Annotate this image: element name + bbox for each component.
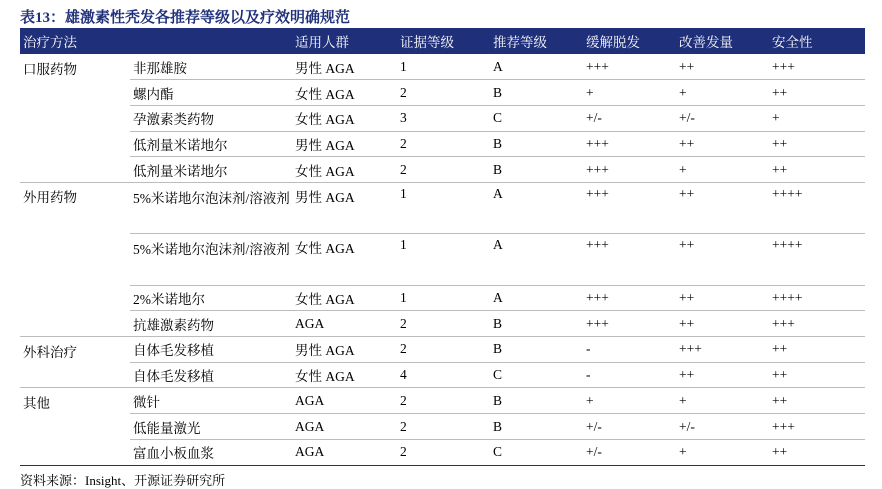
cell-evidence: 2	[397, 131, 490, 157]
table-row	[20, 157, 865, 183]
cell-drug: 低剂量米诺地尔	[130, 131, 292, 157]
cell-drug: 抗雄激素药物	[130, 311, 292, 337]
cell-safety: ++++	[769, 182, 865, 233]
cell-relief: +++	[583, 131, 676, 157]
cell-category: 外科治疗	[23, 345, 77, 361]
cell-drug: 自体毛发移植	[130, 337, 292, 363]
cell-improve: ++	[676, 131, 769, 157]
header-grade: 推荐等级	[493, 35, 547, 50]
cell-improve: ++	[676, 285, 769, 311]
cell-relief: +++	[583, 311, 676, 337]
cell-grade: B	[490, 80, 583, 106]
table-row	[20, 439, 865, 465]
cell-category	[20, 439, 130, 465]
cell-relief: -	[583, 337, 676, 363]
table-row	[20, 131, 865, 157]
cell-population: 女性 AGA	[292, 157, 397, 183]
header-row	[20, 28, 865, 54]
cell-relief: +/-	[583, 414, 676, 440]
cell-category	[20, 362, 130, 388]
cell-category: 其他	[23, 396, 50, 412]
cell-drug: 5%米诺地尔泡沫剂/溶液剂	[130, 234, 292, 285]
table-row	[20, 182, 865, 233]
cell-grade: B	[490, 388, 583, 414]
table-title: 表13：雄激素性秃发各推荐等级以及疗效明确规范	[20, 10, 351, 26]
cell-relief: +	[583, 388, 676, 414]
cell-grade: B	[490, 337, 583, 363]
cell-drug: 螺内酯	[130, 80, 292, 106]
cell-population: AGA	[292, 439, 397, 465]
cell-category	[20, 234, 130, 285]
cell-grade: B	[490, 414, 583, 440]
cell-drug: 微针	[130, 388, 292, 414]
cell-evidence: 4	[397, 362, 490, 388]
cell-evidence: 2	[397, 439, 490, 465]
cell-population: 女性 AGA	[292, 80, 397, 106]
cell-relief: -	[583, 362, 676, 388]
cell-grade: C	[490, 362, 583, 388]
cell-evidence: 2	[397, 337, 490, 363]
cell-grade: C	[490, 439, 583, 465]
header-relief: 缓解脱发	[586, 35, 640, 50]
cell-population: 男性 AGA	[292, 54, 397, 80]
cell-category	[20, 157, 130, 183]
cell-drug: 低能量激光	[130, 414, 292, 440]
cell-improve: +	[676, 80, 769, 106]
header-evidence: 证据等级	[400, 35, 454, 50]
cell-safety: +++	[769, 311, 865, 337]
cell-safety: ++++	[769, 285, 865, 311]
cell-improve: +/-	[676, 414, 769, 440]
cell-relief: +++	[583, 54, 676, 80]
cell-evidence: 2	[397, 414, 490, 440]
cell-safety: ++	[769, 439, 865, 465]
cell-category: 外用药物	[23, 189, 77, 205]
cell-grade: A	[490, 54, 583, 80]
cell-safety: +	[769, 105, 865, 131]
cell-relief: +++	[583, 182, 676, 233]
table-row	[20, 337, 865, 363]
cell-drug: 2%米诺地尔	[130, 285, 292, 311]
cell-improve: ++	[676, 182, 769, 233]
cell-drug: 低剂量米诺地尔	[130, 157, 292, 183]
cell-improve: ++	[676, 362, 769, 388]
cell-drug: 孕激素类药物	[130, 105, 292, 131]
cell-category	[20, 105, 130, 131]
cell-population: 女性 AGA	[292, 234, 397, 285]
cell-drug: 非那雄胺	[130, 54, 292, 80]
cell-safety: ++	[769, 157, 865, 183]
table-row	[20, 311, 865, 337]
cell-improve: ++	[676, 234, 769, 285]
cell-relief: +/-	[583, 439, 676, 465]
cell-population: AGA	[292, 311, 397, 337]
cell-drug: 自体毛发移植	[130, 362, 292, 388]
cell-grade: B	[490, 311, 583, 337]
cell-safety: +++	[769, 414, 865, 440]
cell-population: AGA	[292, 414, 397, 440]
cell-relief: +++	[583, 285, 676, 311]
cell-improve: +/-	[676, 105, 769, 131]
cell-grade: A	[490, 234, 583, 285]
cell-population: 女性 AGA	[292, 362, 397, 388]
table-body	[20, 54, 865, 465]
header-improve: 改善发量	[679, 35, 733, 50]
cell-grade: A	[490, 182, 583, 233]
cell-safety: ++	[769, 337, 865, 363]
cell-category	[20, 285, 130, 311]
header-population: 适用人群	[295, 35, 349, 50]
cell-category: 口服药物	[23, 62, 77, 77]
cell-population: 女性 AGA	[292, 285, 397, 311]
cell-grade: B	[490, 157, 583, 183]
cell-evidence: 1	[397, 54, 490, 80]
cell-category	[20, 414, 130, 440]
cell-evidence: 3	[397, 105, 490, 131]
header-drug	[130, 28, 292, 54]
cell-improve: ++	[676, 311, 769, 337]
cell-grade: A	[490, 285, 583, 311]
cell-category	[20, 311, 130, 337]
table-row	[20, 285, 865, 311]
cell-grade: B	[490, 131, 583, 157]
cell-category	[20, 80, 130, 106]
cell-drug: 5%米诺地尔泡沫剂/溶液剂	[130, 182, 292, 233]
cell-safety: ++	[769, 362, 865, 388]
cell-evidence: 2	[397, 157, 490, 183]
cell-evidence: 2	[397, 311, 490, 337]
cell-evidence: 2	[397, 388, 490, 414]
table-row	[20, 105, 865, 131]
cell-relief: +++	[583, 157, 676, 183]
cell-safety: ++++	[769, 234, 865, 285]
cell-safety: ++	[769, 388, 865, 414]
cell-drug: 富血小板血浆	[130, 439, 292, 465]
cell-relief: +	[583, 80, 676, 106]
source-note: 资料来源：Insight、开源证券研究所	[20, 473, 226, 488]
table-row	[20, 362, 865, 388]
cell-evidence: 2	[397, 80, 490, 106]
header-method: 治疗方法	[23, 35, 77, 50]
cell-improve: +++	[676, 337, 769, 363]
cell-relief: +++	[583, 234, 676, 285]
cell-evidence: 1	[397, 234, 490, 285]
header-safety: 安全性	[772, 35, 813, 50]
recommendation-table	[20, 28, 865, 466]
cell-evidence: 1	[397, 182, 490, 233]
cell-population: AGA	[292, 388, 397, 414]
cell-relief: +/-	[583, 105, 676, 131]
cell-population: 男性 AGA	[292, 131, 397, 157]
cell-improve: +	[676, 388, 769, 414]
cell-improve: +	[676, 157, 769, 183]
cell-category	[20, 131, 130, 157]
table-row	[20, 234, 865, 285]
cell-evidence: 1	[397, 285, 490, 311]
cell-safety: ++	[769, 80, 865, 106]
cell-safety: ++	[769, 131, 865, 157]
cell-population: 男性 AGA	[292, 182, 397, 233]
cell-safety: +++	[769, 54, 865, 80]
table-row	[20, 388, 865, 414]
cell-improve: ++	[676, 54, 769, 80]
cell-population: 男性 AGA	[292, 337, 397, 363]
table-row	[20, 54, 865, 80]
table-row	[20, 80, 865, 106]
cell-population: 女性 AGA	[292, 105, 397, 131]
table-row	[20, 414, 865, 440]
cell-grade: C	[490, 105, 583, 131]
cell-improve: +	[676, 439, 769, 465]
